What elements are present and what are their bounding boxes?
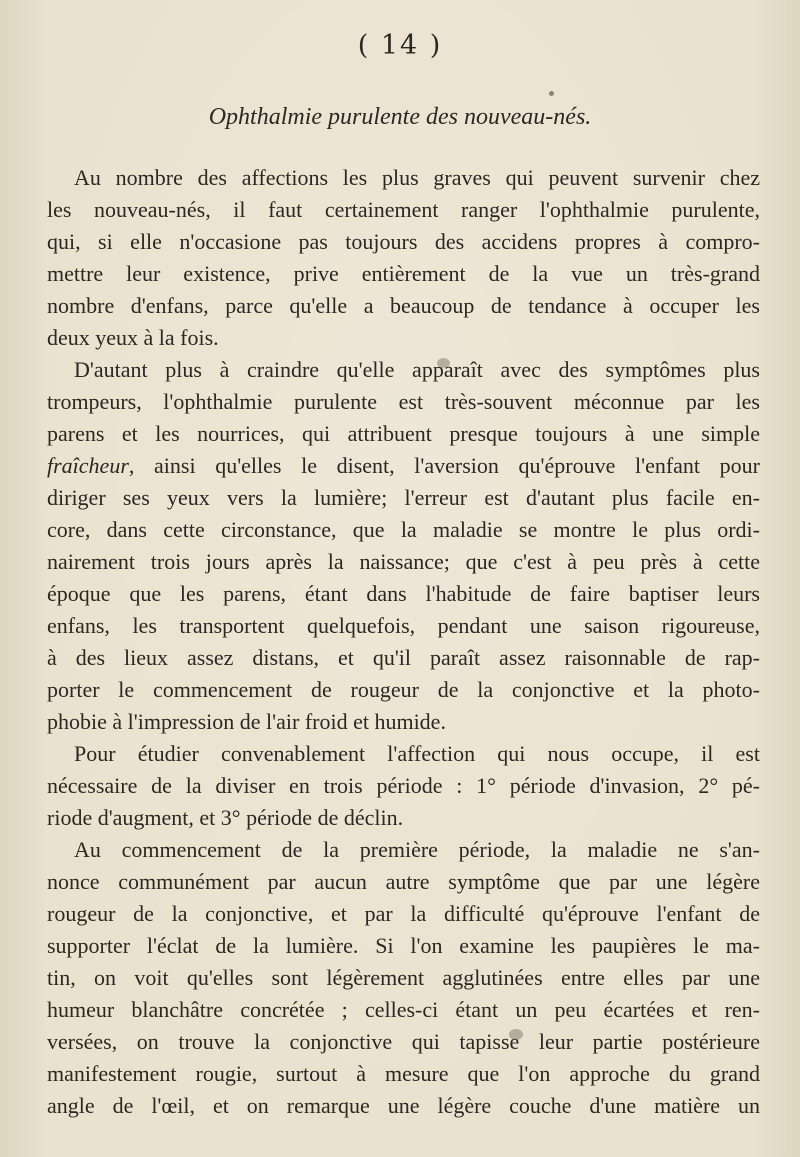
text-line: manifestement rougie, surtout à mesure que l'on approche du grand xyxy=(47,1061,760,1086)
text-line: nonce communément par aucun autre symptôme que par une légère xyxy=(47,869,760,894)
italic-word: fraîcheur xyxy=(47,453,129,478)
text-line: core, dans cette circonstance, que la maladie se montre le plus ordi- xyxy=(47,517,760,542)
text-line: fraîcheur, ainsi qu'elles le disent, l'aversion qu'éprouve l'enfant pour xyxy=(47,453,760,478)
text-line: mettre leur existence, prive entièrement de la vue un très-grand xyxy=(47,261,760,286)
paragraph-3 xyxy=(47,738,760,834)
text-line: tin, on voit qu'elles sont légèrement agglutinées entre elles par une xyxy=(47,965,760,990)
body-text xyxy=(47,162,760,1122)
text-line: porter le commencement de rougeur de la conjonctive et la photo- xyxy=(47,677,760,702)
text-line: angle de l'œil, et on remarque une légère couche d'une matière un xyxy=(47,1093,760,1118)
ink-spot xyxy=(437,358,450,368)
paragraph-1 xyxy=(47,162,760,354)
paragraph-2 xyxy=(47,354,760,738)
text-line: deux yeux à la fois. xyxy=(47,325,219,350)
section-title: Ophthalmie purulente des nouveau-nés. xyxy=(208,104,592,130)
text-line: Au nombre des affections les plus graves qui peuvent survenir chez xyxy=(74,165,760,190)
text-line: nombre d'enfans, parce qu'elle a beaucoup de tendance à occuper les xyxy=(47,293,760,318)
text-line: Pour étudier convenablement l'affection qui nous occupe, il est xyxy=(74,741,760,766)
text-line: nécessaire de la diviser en trois période : 1° période d'invasion, 2° pé- xyxy=(47,773,760,798)
text-line: rougeur de la conjonctive, et par la difficulté qu'éprouve l'enfant de xyxy=(47,901,760,926)
text-line: enfans, les transportent quelquefois, pendant une saison rigoureuse, xyxy=(47,613,760,638)
text-line: époque que les parens, étant dans l'habitude de faire baptiser leurs xyxy=(47,581,760,606)
text-line: D'autant plus à craindre qu'elle apparaît avec des symptômes plus xyxy=(74,357,760,382)
text-line: phobie à l'impression de l'air froid et humide. xyxy=(47,709,446,734)
text-line: nairement trois jours après la naissance; que c'est à peu près à cette xyxy=(47,549,760,574)
paragraph-4 xyxy=(47,834,760,1122)
text-line: les nouveau-nés, il faut certainement ranger l'ophthalmie purulente, xyxy=(47,197,760,222)
text-line: humeur blanchâtre concrétée ; celles-ci étant un peu écartées et ren- xyxy=(47,997,760,1022)
ink-spot xyxy=(549,91,554,96)
text-line: Au commencement de la première période, la maladie ne s'an- xyxy=(74,837,760,862)
text-line: riode d'augment, et 3° période de déclin. xyxy=(47,805,404,830)
text-line: supporter l'éclat de la lumière. Si l'on examine les paupières le ma- xyxy=(47,933,760,958)
text-line: trompeurs, l'ophthalmie purulente est très-souvent méconnue par les xyxy=(47,389,760,414)
text-line: parens et les nourrices, qui attribuent presque toujours à une simple xyxy=(47,421,760,446)
text-line: versées, on trouve la conjonctive qui tapisse leur partie postérieure xyxy=(47,1029,760,1054)
ink-spot xyxy=(509,1029,523,1040)
text-line: diriger ses yeux vers la lumière; l'erreur est d'autant plus facile en- xyxy=(47,485,760,510)
text-line: qui, si elle n'occasione pas toujours des accidens propres à compro- xyxy=(47,229,760,254)
page-number: ( 14 ) xyxy=(357,30,443,61)
text-line: à des lieux assez distans, et qu'il paraît assez raisonnable de rap- xyxy=(47,645,760,670)
